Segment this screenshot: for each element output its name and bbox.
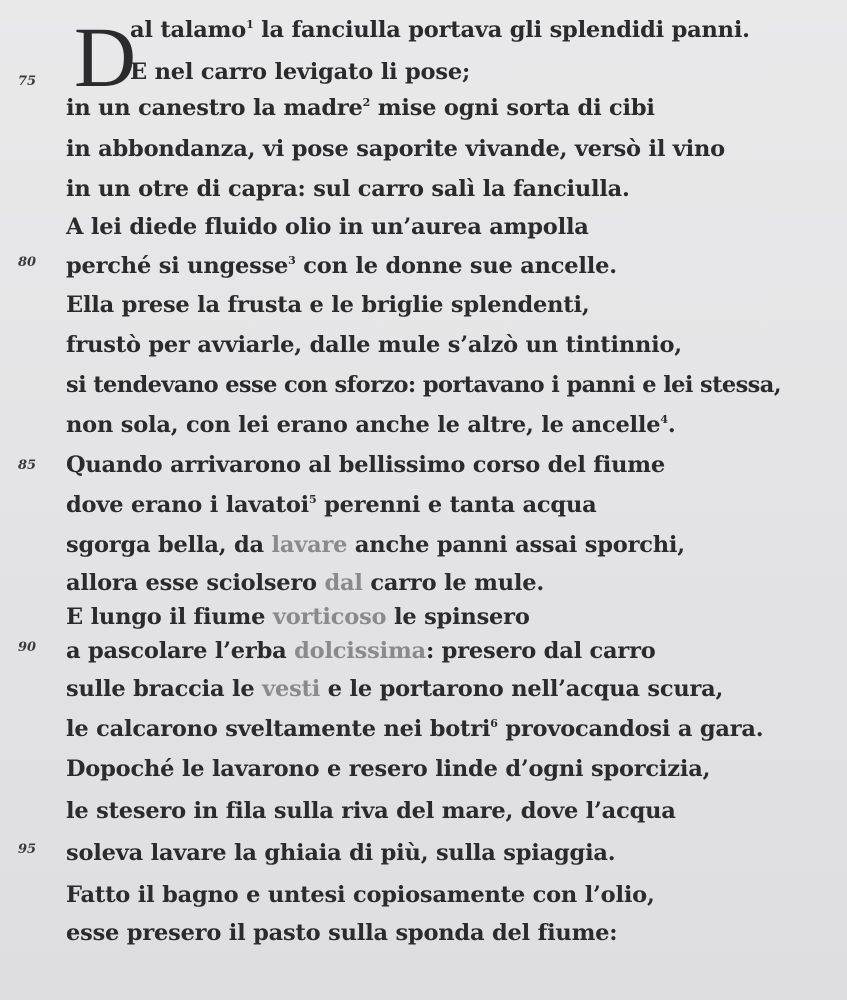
footnote-marker: 1 (246, 18, 254, 31)
footnote-marker: 3 (288, 254, 296, 267)
verse-line: Fatto il bagno e untesi copiosamente con l’olio, (66, 882, 655, 908)
line-number-80: 80 (18, 255, 37, 270)
drop-cap-initial: D (74, 9, 137, 105)
verse-line: Quando arrivarono al bellissimo corso del fiume (66, 452, 666, 478)
verse-line: le calcarono sveltamente nei botri$^6$ provocandosi a gara. (66, 716, 764, 742)
verse-line: A lei diede fluido olio in un’aurea ampolla (66, 214, 589, 240)
footnote-marker: 4 (660, 413, 668, 426)
verse-line: allora esse sciolsero dal carro le mule. (66, 570, 544, 596)
footnote-marker: 5 (309, 493, 317, 506)
verse-line: frustò per avviarle, dalle mule s’alzò un tintinnio, (66, 332, 682, 358)
verse-line: sgorga bella, da lavare anche panni assai sporchi, (66, 532, 685, 558)
verse-line: esse presero il pasto sulla sponda del fiume: (66, 920, 618, 946)
line-number-90: 90 (18, 640, 37, 655)
verse-line: soleva lavare la ghiaia di più, sulla spiaggia. (66, 840, 616, 866)
line-number-75: 75 (18, 74, 37, 89)
verse-line: le stesero in fila sulla riva del mare, dove l’acqua (66, 798, 676, 824)
footnote-marker: 2 (362, 96, 371, 109)
verse-line: sulle braccia le vesti e le portarono nell’acqua scura, (66, 676, 724, 702)
verse-line: perché si ungesse$^3$ con le donne sue ancelle. (66, 253, 617, 279)
verse-line: E nel carro levigato li pose; (130, 59, 471, 85)
verse-line: a pascolare l’erba dolcissima: presero dal carro (66, 638, 656, 664)
verse-line: si tendevano esse con sforzo: portavano i panni e lei stessa, (66, 372, 781, 398)
verse-line: Dopoché le lavarono e resero linde d’ogni sporcizia, (66, 756, 711, 782)
verse-line: al talamo$^1$ la fanciulla portava gli splendidi panni. (130, 17, 750, 43)
verse-line: Ella prese la frusta e le briglie splendenti, (66, 292, 590, 318)
verse-line: in abbondanza, vi pose saporite vivande, versò il vino (66, 136, 725, 162)
line-number-95: 95 (18, 842, 37, 857)
footnote-marker: 6 (490, 717, 498, 730)
verse-line: in un canestro la madre$^2$ mise ogni sorta di cibi (66, 95, 655, 121)
verse-line: non sola, con lei erano anche le altre, le ancelle$^4$. (66, 412, 676, 438)
line-number-85: 85 (18, 458, 37, 473)
verse-line: dove erano i lavatoi$^5$ perenni e tanta acqua (66, 492, 597, 518)
verse-line: E lungo il fiume vorticoso le spinsero (66, 604, 530, 630)
verse-line: in un otre di capra: sul carro salì la fanciulla. (66, 176, 630, 202)
